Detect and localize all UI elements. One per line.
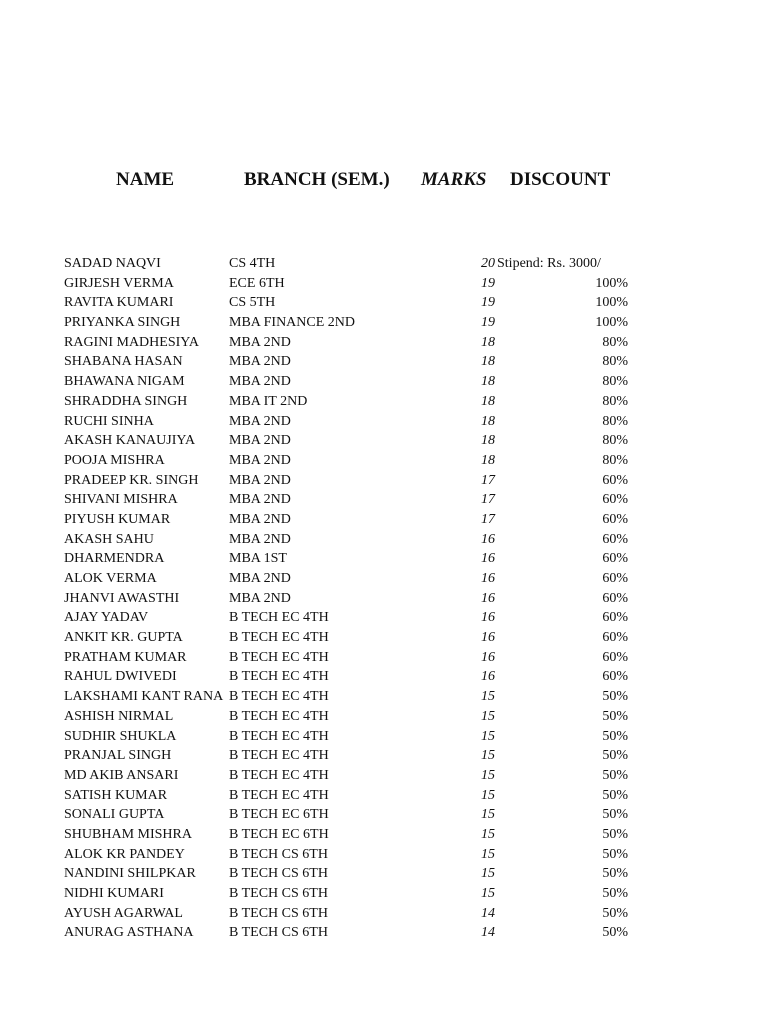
student-discount: 60% <box>602 511 628 527</box>
student-branch: MBA 2ND <box>229 374 291 390</box>
table-row <box>0 530 768 550</box>
table-row <box>0 490 768 510</box>
student-discount: 60% <box>602 571 628 586</box>
student-marks: 18 <box>481 374 495 390</box>
student-name: BHAWANA NIGAM <box>64 374 185 390</box>
student-discount: 100% <box>595 295 628 311</box>
student-branch: MBA 2ND <box>229 413 291 429</box>
student-name: LAKSHAMI KANT RANA <box>64 689 224 705</box>
student-marks: 16 <box>481 610 495 626</box>
table-row <box>0 825 768 845</box>
student-marks: 18 <box>481 354 495 370</box>
student-discount: 80% <box>602 354 628 370</box>
student-marks: 15 <box>481 748 495 764</box>
student-marks: 16 <box>481 669 495 685</box>
table-row <box>0 884 768 904</box>
student-discount: 50% <box>602 767 628 783</box>
student-marks: 16 <box>481 531 495 547</box>
student-discount: 50% <box>602 925 628 941</box>
table-row <box>0 254 768 274</box>
student-name: SHUBHAM MISHRA <box>64 826 192 842</box>
student-name: ALOK VERMA <box>64 571 157 586</box>
student-marks: 17 <box>481 472 495 488</box>
student-marks: 18 <box>481 413 495 429</box>
student-name: PRATHAM KUMAR <box>64 649 187 665</box>
student-marks: 18 <box>481 433 495 449</box>
table-row <box>0 412 768 432</box>
student-marks: 15 <box>481 767 495 783</box>
student-branch: MBA 2ND <box>229 492 291 508</box>
name-header: NAME <box>116 169 175 190</box>
student-branch: B TECH EC 4TH <box>229 728 329 744</box>
table-row <box>0 687 768 707</box>
student-name: GIRJESH VERMA <box>64 275 174 291</box>
student-marks: 15 <box>481 866 495 882</box>
student-branch: B TECH EC 4TH <box>229 689 329 705</box>
student-discount: 50% <box>602 846 628 862</box>
student-discount: 80% <box>602 334 628 350</box>
table-row <box>0 766 768 786</box>
student-branch: B TECH EC 4TH <box>229 630 329 646</box>
student-name: RAHUL DWIVEDI <box>64 669 177 685</box>
student-discount: 50% <box>602 728 628 744</box>
student-name: PRIYANKA SINGH <box>64 315 181 331</box>
student-discount: Stipend: Rs. 3000/ <box>497 256 601 271</box>
table-row <box>0 628 768 648</box>
student-name: NIDHI KUMARI <box>64 886 164 901</box>
student-discount: 80% <box>602 374 628 390</box>
student-name: AYUSH AGARWAL <box>64 905 183 921</box>
student-discount: 100% <box>595 315 628 331</box>
student-marks: 15 <box>481 807 495 823</box>
student-name: ASHISH NIRMAL <box>64 708 174 724</box>
student-marks: 15 <box>481 846 495 862</box>
table-row <box>0 845 768 865</box>
student-name: AKASH KANAUJIYA <box>64 433 196 449</box>
student-name: PRANJAL SINGH <box>64 748 172 764</box>
table-row <box>0 569 768 589</box>
student-marks: 16 <box>481 630 495 646</box>
student-branch: MBA 2ND <box>229 590 291 606</box>
student-marks: 15 <box>481 728 495 744</box>
student-marks: 15 <box>481 886 495 901</box>
student-branch: MBA 2ND <box>229 531 291 547</box>
table-row <box>0 608 768 628</box>
student-branch: B TECH EC 4TH <box>229 610 329 626</box>
discount-header: DISCOUNT <box>510 169 611 190</box>
student-discount: 50% <box>602 708 628 724</box>
student-marks: 14 <box>481 905 495 921</box>
student-branch: B TECH EC 6TH <box>229 807 329 823</box>
student-name: MD AKIB ANSARI <box>64 767 179 783</box>
table-row <box>0 864 768 884</box>
student-branch: MBA 2ND <box>229 334 291 350</box>
student-marks: 15 <box>481 689 495 705</box>
student-name: DHARMENDRA <box>64 551 165 567</box>
student-branch: MBA IT 2ND <box>229 393 308 409</box>
table-row <box>0 667 768 687</box>
student-marks: 15 <box>481 826 495 842</box>
student-discount: 80% <box>602 452 628 468</box>
student-branch: B TECH CS 6TH <box>229 886 328 901</box>
student-discount: 60% <box>602 590 628 606</box>
student-branch: B TECH EC 4TH <box>229 649 329 665</box>
table-row <box>0 805 768 825</box>
student-discount: 60% <box>602 610 628 626</box>
student-branch: MBA 2ND <box>229 452 291 468</box>
student-marks: 15 <box>481 787 495 803</box>
student-branch: B TECH EC 4TH <box>229 748 329 764</box>
student-name: SUDHIR SHUKLA <box>64 728 177 744</box>
student-name: RAVITA KUMARI <box>64 295 174 311</box>
student-name: SHIVANI MISHRA <box>64 492 178 508</box>
student-name: RUCHI SINHA <box>64 413 154 429</box>
table-row <box>0 372 768 392</box>
student-branch: MBA 2ND <box>229 511 291 527</box>
student-marks: 14 <box>481 925 495 941</box>
table-row <box>0 392 768 412</box>
table-row <box>0 648 768 668</box>
student-marks: 16 <box>481 571 495 586</box>
student-discount: 60% <box>602 669 628 685</box>
student-name: AJAY YADAV <box>64 610 149 626</box>
table-row <box>0 727 768 747</box>
student-name: RAGINI MADHESIYA <box>64 334 199 350</box>
student-branch: B TECH EC 6TH <box>229 826 329 842</box>
student-name: POOJA MISHRA <box>64 452 165 468</box>
student-marks: 18 <box>481 393 495 409</box>
student-marks: 18 <box>481 452 495 468</box>
table-row <box>0 313 768 333</box>
student-discount: 60% <box>602 630 628 646</box>
student-name: SHABANA HASAN <box>64 354 183 370</box>
table-row <box>0 549 768 569</box>
student-marks: 16 <box>481 590 495 606</box>
student-marks: 20 <box>481 256 495 271</box>
student-list <box>0 254 768 943</box>
student-discount: 80% <box>602 393 628 409</box>
student-discount: 60% <box>602 472 628 488</box>
student-discount: 60% <box>602 531 628 547</box>
student-marks: 18 <box>481 334 495 350</box>
student-branch: CS 5TH <box>229 295 276 311</box>
table-row <box>0 923 768 943</box>
student-marks: 19 <box>481 275 495 291</box>
student-discount: 50% <box>602 807 628 823</box>
table-row <box>0 333 768 353</box>
student-branch: MBA 2ND <box>229 354 291 370</box>
table-row <box>0 904 768 924</box>
student-marks: 17 <box>481 511 495 527</box>
student-branch: B TECH CS 6TH <box>229 846 328 862</box>
student-branch: B TECH EC 4TH <box>229 787 329 803</box>
student-name: SONALI GUPTA <box>64 807 165 823</box>
student-name: ANURAG ASTHANA <box>64 925 194 941</box>
student-discount: 80% <box>602 413 628 429</box>
table-row <box>0 510 768 530</box>
student-name: JHANVI AWASTHI <box>64 590 180 606</box>
student-discount: 100% <box>595 275 628 291</box>
student-branch: B TECH CS 6TH <box>229 925 328 941</box>
table-row <box>0 707 768 727</box>
student-name: SHRADDHA SINGH <box>64 393 188 409</box>
student-branch: B TECH CS 6TH <box>229 905 328 921</box>
table-row <box>0 274 768 294</box>
table-row <box>0 451 768 471</box>
student-branch: B TECH EC 4TH <box>229 708 329 724</box>
student-name: ANKIT KR. GUPTA <box>64 630 183 646</box>
student-marks: 16 <box>481 551 495 567</box>
table-row <box>0 471 768 491</box>
table-row <box>0 293 768 313</box>
student-branch: MBA 1ST <box>229 551 287 567</box>
table-row <box>0 352 768 372</box>
student-marks: 17 <box>481 492 495 508</box>
student-name: SADAD NAQVI <box>64 256 161 271</box>
student-name: NANDINI SHILPKAR <box>64 866 196 882</box>
student-discount: 50% <box>602 748 628 764</box>
student-discount: 50% <box>602 866 628 882</box>
student-branch: MBA 2ND <box>229 433 291 449</box>
student-discount: 80% <box>602 433 628 449</box>
table-row <box>0 431 768 451</box>
student-name: PRADEEP KR. SINGH <box>64 472 199 488</box>
student-marks: 19 <box>481 295 495 311</box>
branch-header: BRANCH (SEM.) <box>244 169 390 190</box>
student-discount: 50% <box>602 689 628 705</box>
student-discount: 50% <box>602 787 628 803</box>
student-discount: 50% <box>602 886 628 901</box>
student-branch: MBA FINANCE 2ND <box>229 315 356 331</box>
student-discount: 60% <box>602 492 628 508</box>
student-name: ALOK KR PANDEY <box>64 846 185 862</box>
student-discount: 50% <box>602 905 628 921</box>
student-marks: 15 <box>481 708 495 724</box>
student-discount: 60% <box>602 649 628 665</box>
table-row <box>0 589 768 609</box>
student-branch: ECE 6TH <box>229 275 285 291</box>
student-name: AKASH SAHU <box>64 531 154 547</box>
student-branch: B TECH CS 6TH <box>229 866 328 882</box>
student-name: SATISH KUMAR <box>64 787 168 803</box>
student-branch: MBA 2ND <box>229 472 291 488</box>
student-branch: B TECH EC 4TH <box>229 669 329 685</box>
student-name: PIYUSH KUMAR <box>64 511 171 527</box>
table-row <box>0 746 768 766</box>
student-discount: 60% <box>602 551 628 567</box>
student-branch: B TECH EC 4TH <box>229 767 329 783</box>
student-discount: 50% <box>602 826 628 842</box>
student-branch: MBA 2ND <box>229 571 291 586</box>
table-row <box>0 786 768 806</box>
student-marks: 19 <box>481 315 495 331</box>
student-branch: CS 4TH <box>229 256 276 271</box>
student-marks: 16 <box>481 649 495 665</box>
marks-header: MARKS <box>421 169 487 190</box>
